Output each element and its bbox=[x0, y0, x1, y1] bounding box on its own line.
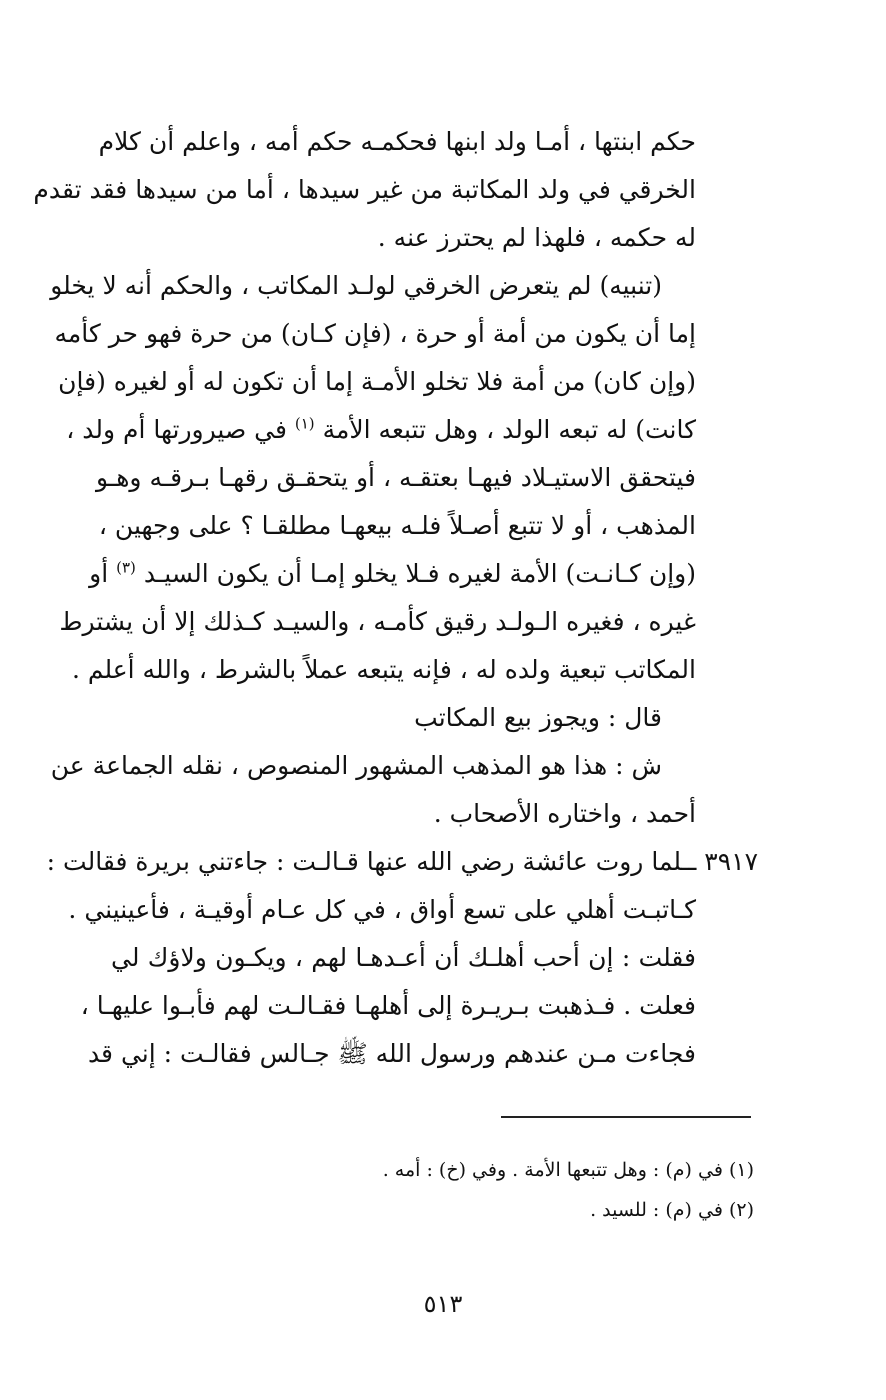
page-number: ٥١٣ bbox=[423, 1290, 463, 1318]
footnote-divider bbox=[501, 1116, 751, 1118]
footnotes bbox=[383, 1150, 754, 1230]
text-line: كانت) له تبعه الولد ، وهل تتبعه الأمة $^{(١)}$ في صيرورتها أم ولد ، bbox=[66, 414, 696, 444]
footnote: (٢) في (م) : للسيد . bbox=[590, 1199, 754, 1221]
footnote-ref: (٣) bbox=[116, 558, 136, 577]
hadith-number: ٣٩١٧ ــ bbox=[681, 847, 758, 876]
text-line: (وإن كـانـت) الأمة لغيره فـلا يخلو إمـا أن يكون السيـد $^{(٣)}$ أو bbox=[89, 558, 696, 588]
footnote-ref: (١) bbox=[294, 414, 315, 433]
text-line: المذهب ، أو لا تتبع أصـلاً فلـه بيعهـا مطلقـا ؟ على وجهين ، bbox=[98, 511, 696, 540]
main-text bbox=[33, 118, 758, 1078]
text-line: (تنبيه) لم يتعرض الخرقي لولـد المكاتب ، والحكم أنه لا يخلو bbox=[50, 271, 662, 300]
text-line: فعلت . فـذهبت بـريـرة إلى أهلهـا فقـالـت لهم فأبـوا عليهـا ، bbox=[80, 991, 696, 1020]
text-line: كـاتبـت أهلي على تسع أواق ، في كل عـام أوقيـة ، فأعينيني . bbox=[68, 895, 696, 924]
text-line: قال : ويجوز بيع المكاتب bbox=[414, 703, 662, 732]
text-line: فيتحقق الاستيـلاد فيهـا بعتقـه ، أو يتحقـق رقهـا بـرقـه وهـو bbox=[96, 463, 696, 492]
text-line: (وإن كان) من أمة فلا تخلو الأمـة إما أن تكون له أو لغيره (فإن bbox=[58, 367, 696, 396]
text-line: إما أن يكون من أمة أو حرة ، (فإن كـان) من حرة فهو حر كأمه bbox=[54, 319, 696, 348]
text-line: ش : هذا هو المذهب المشهور المنصوص ، نقله الجماعة عن bbox=[50, 751, 662, 780]
text-line: المكاتب تبعية ولده له ، فإنه يتبعه عملاً بالشرط ، والله أعلم . bbox=[71, 655, 696, 684]
text-line: غيره ، فغيره الـولـد رقيق كأمـه ، والسيـد كـذلك إلا أن يشترط bbox=[59, 607, 696, 636]
text-line: أحمد ، واختاره الأصحاب . bbox=[433, 799, 696, 828]
text-line: فجاءت مـن عندهم ورسول الله ﷺ جـالس فقالـت : إني قد bbox=[87, 1039, 696, 1068]
text-line: ٣٩١٧ ــلما روت عائشة رضي الله عنها قـالـت : جاءتني بريرة فقالت : bbox=[46, 847, 758, 876]
footnote: (١) في (م) : وهل تتبعها الأمة . وفي (خ) : أمه . bbox=[382, 1159, 754, 1181]
text-line: الخرقي في ولد المكاتبة من غير سيدها ، أما من سيدها فقد تقدم bbox=[33, 175, 696, 204]
text-line: له حكمه ، فلهذا لم يحترز عنه . bbox=[377, 223, 696, 252]
text-line: فقلت : إن أحب أهلـك أن أعـدهـا لهم ، ويكـون ولاؤك لي bbox=[111, 943, 696, 972]
text-line: حكم ابنتها ، أمـا ولد ابنها فحكمـه حكم أمه ، واعلم أن كلام bbox=[98, 127, 696, 156]
